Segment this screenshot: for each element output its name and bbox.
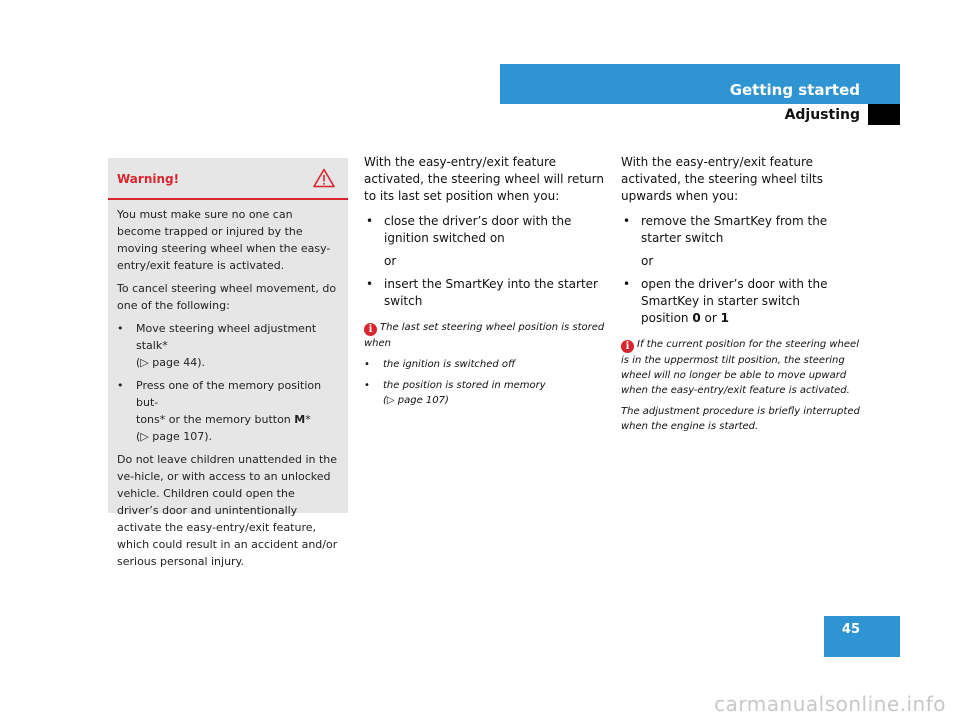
middle-column <box>364 154 608 414</box>
bullet-dot: • <box>623 277 631 291</box>
info-list-item <box>364 378 608 408</box>
bullet-dot: • <box>366 277 374 291</box>
switch-position-0: 0 <box>692 311 701 325</box>
subsection-title: Adjusting <box>784 107 860 123</box>
or-word: or <box>700 311 721 325</box>
warning-title: Warning! <box>117 172 180 186</box>
page-reference: (▷ page 44). <box>136 356 206 369</box>
info-icon: i <box>364 323 377 336</box>
warning-bullet <box>117 320 338 371</box>
warning-header <box>108 158 348 200</box>
list-item-text: insert the SmartKey into the starter switch <box>384 277 598 308</box>
info-text: If the current position for the steering wheel is in the uppermost tilt position, the steering wheel will no longer be able to move upward when the easy-entry/exit feature is activated. <box>621 339 859 396</box>
warning-triangle-icon <box>313 168 335 188</box>
info-list-text: the position is stored in memory <box>383 380 546 391</box>
info-note <box>364 320 608 408</box>
list-item <box>364 276 608 310</box>
warning-children-text: Do not leave children unattended in the ve-hicle, or with access to an unlocked vehicle. Children could open the driver’s door and unintentionally activate the easy-entry/exit feature, which could result in an accident and/or serious personal injury. <box>117 453 338 568</box>
warning-intro: You must make sure no one can become trapped or injured by the moving steering wheel when the easy-entry/exit feature is activated. <box>117 208 331 272</box>
header-band <box>500 64 900 104</box>
warning-cancel-text: To cancel steering wheel movement, do one of the following: <box>117 282 337 312</box>
middle-intro: With the easy-entry/exit feature activated, the steering wheel will return to its last set position when you: <box>364 155 604 203</box>
list-item-text: open the driver’s door with the SmartKey in starter switch <box>641 277 828 308</box>
list-item <box>364 213 608 247</box>
info-note <box>621 337 866 434</box>
section-tab-marker <box>868 104 900 125</box>
memory-button-label: M <box>294 413 306 426</box>
right-intro: With the easy-entry/exit feature activated, the steering wheel tilts upwards when you: <box>621 155 823 203</box>
list-item <box>621 276 866 327</box>
warning-bullet <box>117 377 338 445</box>
list-item-text: remove the SmartKey from the starter switch <box>641 214 828 245</box>
or-text: or <box>641 254 654 268</box>
list-item <box>621 213 866 247</box>
list-item-text: close the driver’s door with the ignition switched on <box>384 214 572 245</box>
asterisk: * <box>305 413 311 426</box>
info-text-2: The adjustment procedure is briefly interrupted when the engine is started. <box>621 406 860 432</box>
page-number-box <box>824 616 900 657</box>
switch-position-1: 1 <box>720 311 729 325</box>
list-item-text: position <box>641 311 693 325</box>
info-icon: i <box>621 340 634 353</box>
watermark: carmanualsonline.info <box>714 692 946 716</box>
bullet-dot: • <box>364 380 370 391</box>
info-intro: The last set steering wheel position is stored when <box>364 322 605 349</box>
warning-body <box>108 200 348 570</box>
bullet-dot: • <box>364 359 370 370</box>
warning-bullet-text: Press one of the memory position but- <box>136 379 322 409</box>
page-reference: (▷ page 107) <box>383 395 449 406</box>
warning-bullet-text: tons* or the memory button <box>136 413 295 426</box>
bullet-dot: • <box>366 214 374 228</box>
warning-bullet-text: Move steering wheel adjustment stalk* <box>136 322 317 352</box>
info-list-text: the ignition is switched off <box>383 359 516 370</box>
bullet-dot: • <box>117 322 124 335</box>
bullet-dot: • <box>117 379 124 392</box>
right-column <box>621 154 866 440</box>
bullet-dot: • <box>623 214 631 228</box>
or-text: or <box>384 254 397 268</box>
page-reference: (▷ page 107). <box>136 430 213 443</box>
section-title: Getting started <box>729 81 860 99</box>
warning-box <box>108 158 348 568</box>
page-number: 45 <box>841 622 860 637</box>
info-list-item <box>364 357 608 372</box>
